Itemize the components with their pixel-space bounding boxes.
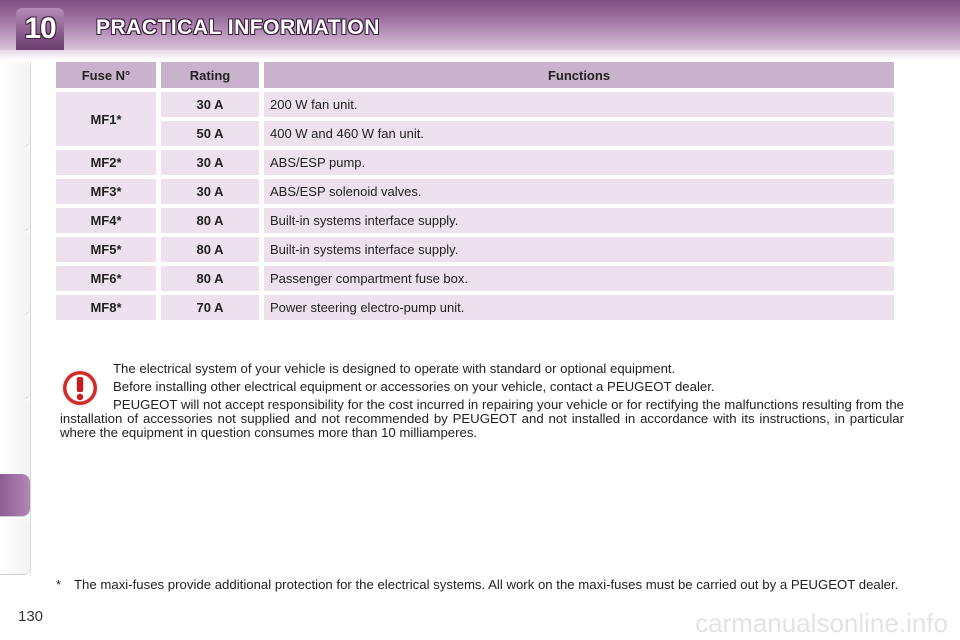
function-cell: Built-in systems interface supply.: [264, 237, 894, 262]
chapter-tab[interactable]: [0, 314, 30, 399]
column-header-rating: Rating: [161, 62, 259, 88]
page-title: PRACTICAL INFORMATION: [96, 16, 380, 39]
rating-cell: 80 A: [161, 208, 259, 233]
rating-cell: 80 A: [161, 237, 259, 262]
chapter-tab[interactable]: [0, 398, 30, 483]
warning-paragraph: Before installing other electrical equipment or accessories on your vehicle, contact a PEUGEOT dealer.: [113, 379, 715, 394]
footnote-text: The maxi-fuses provide additional protection for the electrical systems. All work on the maxi-fuses must be carried out by a PEUGEOT dealer.: [74, 577, 899, 592]
rating-cell: 70 A: [161, 295, 259, 320]
chapter-tab[interactable]: [0, 146, 30, 231]
fuse-cell: MF5*: [56, 237, 156, 262]
warning-paragraph: PEUGEOT will not accept responsibility for the cost incurred in repairing your vehicle or for rectifying the malfunctions resulting from the installation of accessories not supplied and not recommended by PEUGEOT and not installed in accordance with its instructions, in particular where the equipment in question consumes more than 10 milliamperes.: [60, 397, 904, 440]
chapter-tab-active[interactable]: [0, 474, 30, 517]
table-row: [56, 150, 894, 175]
fuse-cell: MF8*: [56, 295, 156, 320]
chapter-tab[interactable]: [0, 518, 30, 575]
table-row: [56, 208, 894, 233]
function-cell: Power steering electro-pump unit.: [264, 295, 894, 320]
warning-paragraph: The electrical system of your vehicle is designed to operate with standard or optional equipment.: [113, 361, 676, 376]
column-header-fuse: Fuse N°: [56, 62, 156, 88]
rating-cell: 80 A: [161, 266, 259, 291]
rating-cell: 30 A: [161, 179, 259, 204]
function-cell: 200 W fan unit.: [264, 92, 894, 117]
footnote: [56, 578, 904, 592]
function-cell: Passenger compartment fuse box.: [264, 266, 894, 291]
fuse-cell: MF1*: [56, 92, 156, 146]
column-header-functions: Functions: [264, 62, 894, 88]
fuse-table: [51, 58, 899, 324]
rating-cell: 30 A: [161, 92, 259, 117]
fuse-cell: MF6*: [56, 266, 156, 291]
table-row: [56, 295, 894, 320]
table-row: [56, 237, 894, 262]
table-header-row: [56, 62, 894, 88]
rating-cell: 30 A: [161, 150, 259, 175]
chapter-tab[interactable]: [0, 62, 30, 147]
footnote-mark: *: [56, 577, 62, 592]
fuse-cell: MF4*: [56, 208, 156, 233]
function-cell: Built-in systems interface supply.: [264, 208, 894, 233]
page-number: 130: [18, 608, 44, 625]
function-cell: ABS/ESP pump.: [264, 150, 894, 175]
table-row: [56, 92, 894, 117]
table-row: [56, 266, 894, 291]
chapter-tab[interactable]: [0, 230, 30, 315]
watermark: carmanualsonline.info: [695, 608, 948, 638]
fuse-cell: MF2*: [56, 150, 156, 175]
function-cell: 400 W and 460 W fan unit.: [264, 121, 894, 146]
rating-cell: 50 A: [161, 121, 259, 146]
warning-text: [60, 362, 904, 444]
fuse-cell: MF3*: [56, 179, 156, 204]
table-row: [56, 121, 894, 146]
function-cell: ABS/ESP solenoid valves.: [264, 179, 894, 204]
chapter-tab-strip: [0, 62, 31, 574]
table-row: [56, 179, 894, 204]
chapter-badge: 10: [16, 8, 64, 50]
